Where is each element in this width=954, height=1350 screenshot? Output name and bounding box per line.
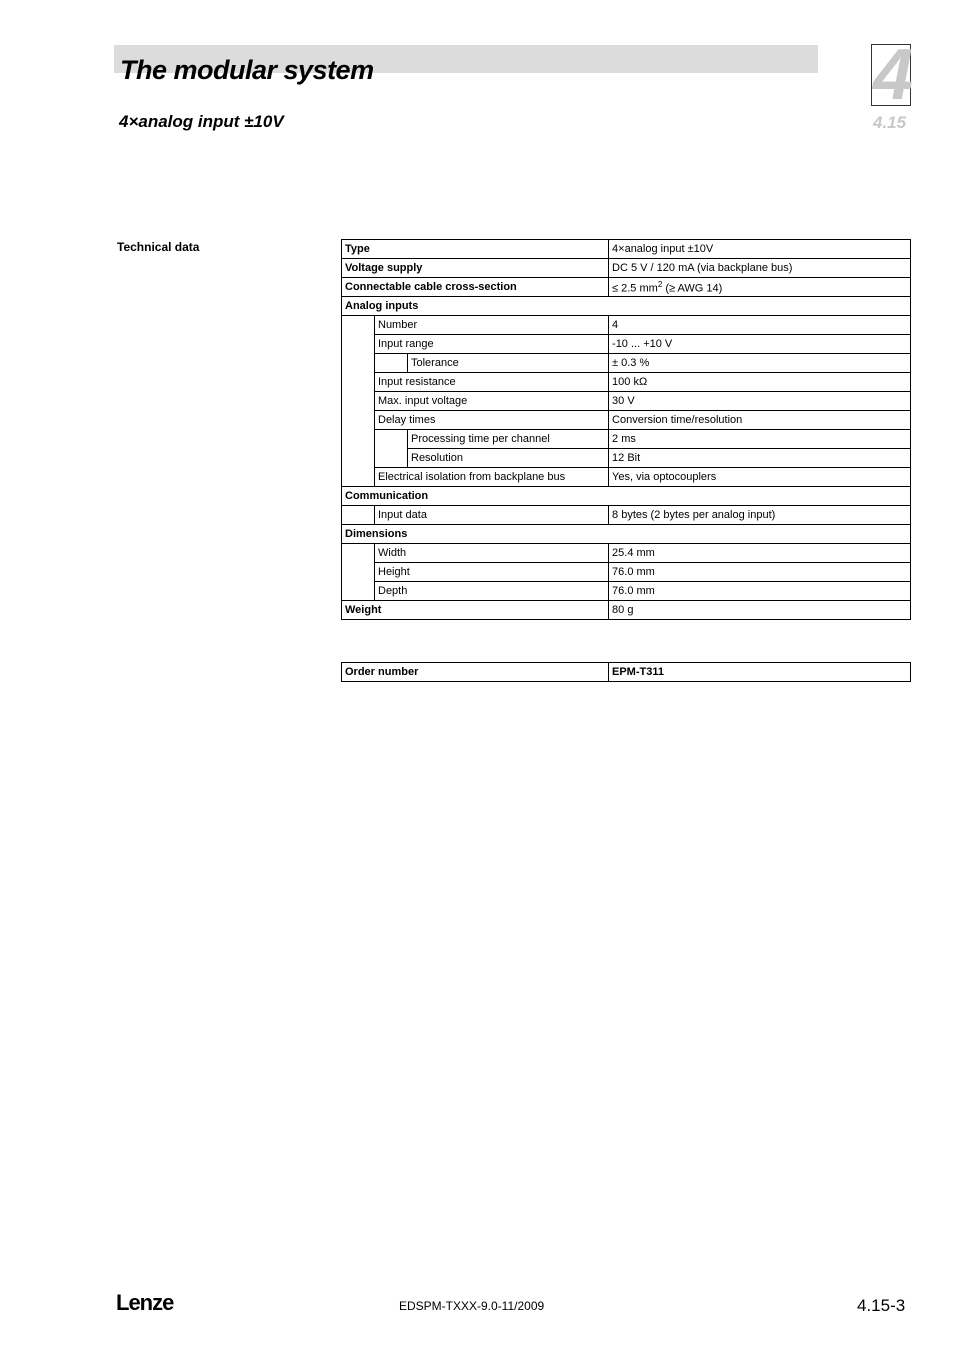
row-label: Max. input voltage	[375, 392, 609, 411]
table-row	[342, 354, 911, 373]
row-label: Delay times	[375, 411, 609, 430]
table-row	[342, 506, 911, 525]
row-label: Number	[375, 316, 609, 335]
row-label: Electrical isolation from backplane bus	[375, 468, 609, 487]
row-value: 2 ms	[609, 430, 911, 449]
indent-spacer	[342, 316, 375, 335]
row-value	[609, 278, 911, 297]
table-group-header	[342, 297, 911, 316]
table-group-header	[342, 525, 911, 544]
chapter-number: 4	[873, 35, 914, 115]
row-value: Conversion time/resolution	[609, 411, 911, 430]
row-label: Input resistance	[375, 373, 609, 392]
technical-data-label: Technical data	[117, 240, 200, 254]
indent-spacer	[342, 335, 375, 354]
table-row	[342, 449, 911, 468]
lenze-logo: Lenze	[116, 1290, 174, 1315]
value-text: (≥ AWG 14)	[662, 282, 723, 295]
indent-spacer	[342, 449, 375, 468]
indent-spacer	[342, 563, 375, 582]
table-row	[342, 430, 911, 449]
row-label: Voltage supply	[342, 259, 609, 278]
table-group-header	[342, 487, 911, 506]
superscript: 2	[657, 279, 663, 289]
indent-spacer	[342, 411, 375, 430]
table-row	[342, 544, 911, 563]
order-label: Order number	[342, 663, 609, 682]
row-label: Depth	[375, 582, 609, 601]
row-label: Connectable cable cross-section	[342, 278, 609, 297]
table-row	[342, 278, 911, 297]
row-label: Height	[375, 563, 609, 582]
row-label: Tolerance	[408, 354, 609, 373]
table-row	[342, 468, 911, 487]
row-value: ± 0.3 %	[609, 354, 911, 373]
row-value: 4	[609, 316, 911, 335]
indent-spacer	[342, 468, 375, 487]
indent-spacer	[375, 430, 408, 449]
row-label: Processing time per channel	[408, 430, 609, 449]
table-row	[342, 316, 911, 335]
table-row	[342, 411, 911, 430]
indent-spacer	[342, 354, 375, 373]
table-row	[342, 373, 911, 392]
row-value: 30 V	[609, 392, 911, 411]
indent-spacer	[375, 354, 408, 373]
row-value: 100 kΩ	[609, 373, 911, 392]
section-subtitle: 4×analog input ±10V	[119, 112, 284, 131]
row-value: 80 g	[609, 601, 911, 620]
row-label: Weight	[342, 601, 609, 620]
row-value: Yes, via optocouplers	[609, 468, 911, 487]
group-label: Communication	[342, 487, 911, 506]
row-value: 8 bytes (2 bytes per analog input)	[609, 506, 911, 525]
indent-spacer	[342, 544, 375, 563]
technical-data-table	[341, 239, 911, 620]
indent-spacer	[342, 430, 375, 449]
row-label: Resolution	[408, 449, 609, 468]
section-number: 4.15	[873, 113, 907, 132]
table-row	[342, 392, 911, 411]
indent-spacer	[375, 449, 408, 468]
indent-spacer	[342, 373, 375, 392]
group-label: Dimensions	[342, 525, 911, 544]
page-title: The modular system	[120, 55, 374, 85]
document-id: EDSPM-TXXX-9.0-11/2009	[399, 1299, 545, 1313]
table-row	[342, 663, 911, 682]
table-row	[342, 240, 911, 259]
row-label: Type	[342, 240, 609, 259]
order-value: EPM-T311	[609, 663, 911, 682]
indent-spacer	[342, 582, 375, 601]
order-number-table	[341, 662, 911, 682]
row-value: 4×analog input ±10V	[609, 240, 911, 259]
value-text: ≤ 2.5 mm	[612, 282, 658, 295]
table-row	[342, 335, 911, 354]
table-row	[342, 601, 911, 620]
table-row	[342, 259, 911, 278]
table-row	[342, 563, 911, 582]
row-value: 25.4 mm	[609, 544, 911, 563]
page-number: 4.15-3	[857, 1296, 906, 1315]
row-label: Input range	[375, 335, 609, 354]
group-label: Analog inputs	[342, 297, 911, 316]
row-value: 12 Bit	[609, 449, 911, 468]
table-row	[342, 582, 911, 601]
indent-spacer	[342, 392, 375, 411]
row-label: Input data	[375, 506, 609, 525]
row-value: DC 5 V / 120 mA (via backplane bus)	[609, 259, 911, 278]
row-value: 76.0 mm	[609, 563, 911, 582]
indent-spacer	[342, 506, 375, 525]
row-value: -10 ... +10 V	[609, 335, 911, 354]
row-value: 76.0 mm	[609, 582, 911, 601]
row-label: Width	[375, 544, 609, 563]
